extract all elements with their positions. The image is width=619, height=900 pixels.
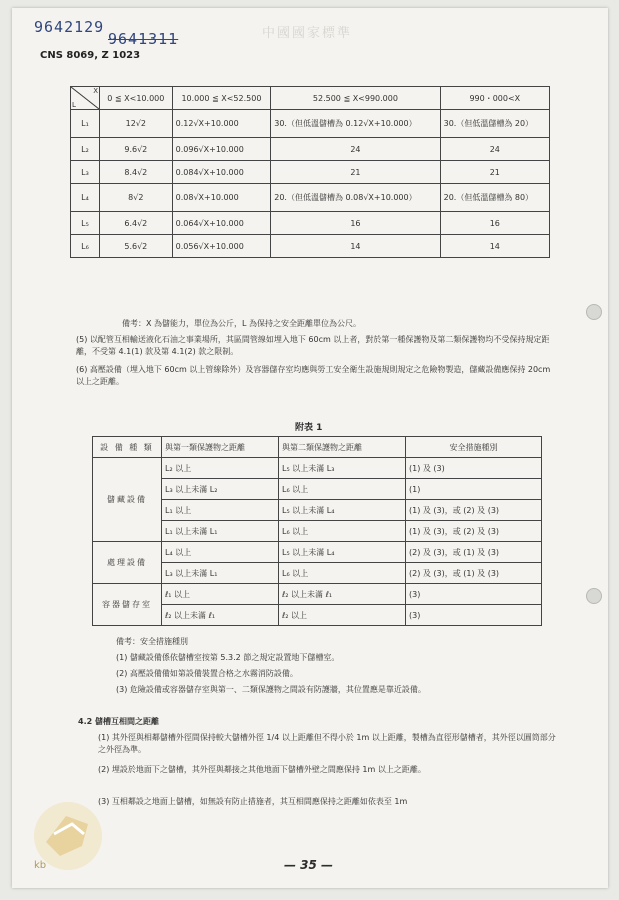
table-cell: 0.12√X+10.000	[172, 110, 271, 138]
svg-text:kb: kb	[34, 860, 47, 871]
corner-x-label: X	[93, 87, 98, 95]
table-cell: 30.（但低溫儲槽為 0.12√X+10.000）	[271, 110, 440, 138]
row-label: L₄	[71, 184, 100, 212]
table-row	[71, 138, 550, 161]
table-cell: ℓ₁ 以上	[162, 584, 279, 605]
standard-number: CNS 8069, Z 1023	[40, 50, 141, 61]
row-label: L₃	[71, 161, 100, 184]
stamp-struck-number: 9641311	[108, 30, 179, 48]
category-cell: 處理設備	[93, 542, 162, 584]
table-cell: L₁ 以上未滿 L₁	[162, 521, 279, 542]
table-cell: L₂ 以上	[162, 458, 279, 479]
table-cell: (1) 及 (3)，或 (2) 及 (3)	[406, 500, 542, 521]
measure-1: (1) 儲藏設備係依儲槽室按第 5.3.2 節之規定設置地下儲槽室。	[116, 653, 340, 662]
table-cell: (2) 及 (3)，或 (1) 及 (3)	[406, 542, 542, 563]
binder-hole	[586, 588, 602, 604]
annex-title: 附表 1	[295, 423, 323, 433]
measures-remark: 備考：安全措施種別	[116, 637, 188, 646]
table-cell: 0.084√X+10.000	[172, 161, 271, 184]
section-4-2-item-3: (3) 互相鄰設之地面上儲槽，如無設有防止措施者，其互相間應保持之距離如依表至 1m	[98, 797, 408, 806]
table-cell: (1) 及 (3)，或 (2) 及 (3)	[406, 521, 542, 542]
table-header-row	[93, 437, 542, 458]
table-cell: 0.08√X+10.000	[172, 184, 271, 212]
column-header: 與第二類保護物之距離	[279, 437, 406, 458]
table-cell: 30.（但低溫儲槽為 20）	[440, 110, 549, 138]
table-row	[71, 184, 550, 212]
paragraph-item-5: (5) 以配管互相輸送液化石油之事業場所，其區間管線如埋入地下 60cm 以上者，對於第一種保護物及第二類保護物均不受保持規定距離，不受第 4.1(1) 款及第 4.1(2) 款之限制。	[76, 335, 550, 356]
binder-hole	[586, 304, 602, 320]
table-cell: 0.064√X+10.000	[172, 212, 271, 235]
column-header: 52.500 ≦ X<990.000	[271, 87, 440, 110]
table-cell: (1)	[406, 479, 542, 500]
table-cell: 8√2	[100, 184, 173, 212]
table-cell: 14	[271, 235, 440, 258]
table-cell: ℓ₂ 以上未滿 ℓ₁	[279, 584, 406, 605]
column-header: 10.000 ≦ X<52.500	[172, 87, 271, 110]
safety-measures-table	[92, 436, 542, 626]
table-row	[71, 212, 550, 235]
paragraph-item-6: (6) 高壓設備（埋入地下 60cm 以上管線除外）及容器儲存室均應與勞工安全衛生設施規則規定之危險物製造，儲藏設備應保持 20cm 以上之距離。	[76, 365, 551, 386]
table-cell: L₅ 以上未滿 L₃	[279, 458, 406, 479]
column-header: 與第一類保護物之距離	[162, 437, 279, 458]
table-cell: ℓ₂ 以上未滿 ℓ₁	[162, 605, 279, 626]
table-cell: 20.（但低溫儲槽為 0.08√X+10.000）	[271, 184, 440, 212]
column-header: 990・000<X	[440, 87, 549, 110]
table-cell: L₃ 以上未滿 L₂	[162, 479, 279, 500]
table-cell: 0.096√X+10.000	[172, 138, 271, 161]
table-row	[93, 542, 542, 563]
column-header: 設 備 種 類	[93, 437, 162, 458]
table-cell: 16	[271, 212, 440, 235]
row-label: L₂	[71, 138, 100, 161]
table-cell: ℓ₂ 以上	[279, 605, 406, 626]
row-label: L₁	[71, 110, 100, 138]
column-header: 0 ≦ X<10.000	[100, 87, 173, 110]
table-row	[71, 235, 550, 258]
table-cell: L₄ 以上	[162, 542, 279, 563]
section-heading-4-2: 4.2 儲槽互相間之距離	[78, 717, 159, 726]
measure-2: (2) 高壓設備備如第設備裝置合格之水霧消防設備。	[116, 669, 298, 678]
table-cell: (2) 及 (3)，或 (1) 及 (3)	[406, 563, 542, 584]
category-cell: 儲藏設備	[93, 458, 162, 542]
table-row	[71, 161, 550, 184]
stamp-number: 9642129	[34, 18, 105, 36]
table-cell: (1) 及 (3)	[406, 458, 542, 479]
watermark-logo-icon	[26, 794, 116, 874]
table-row	[93, 584, 542, 605]
table-cell: 24	[271, 138, 440, 161]
section-4-2-item-1: (1) 其外徑與相鄰儲槽外徑間保持較大儲槽外徑 1/4 以上距離但不得小於 1m 以上距離，製槽為直徑形儲槽者，其外徑以圓筒部分之外徑為準。	[98, 733, 556, 754]
remark-text: 備考：X 為儲能力，單位為公斤，L 為保持之安全距離單位為公尺。	[122, 319, 362, 328]
page-number: — 35 —	[284, 858, 334, 872]
table-cell: 9.6√2	[100, 138, 173, 161]
row-label: L₅	[71, 212, 100, 235]
row-label: L₆	[71, 235, 100, 258]
category-cell: 容器儲存室	[93, 584, 162, 626]
table-cell: L₃ 以上未滿 L₁	[162, 563, 279, 584]
table-cell: 5.6√2	[100, 235, 173, 258]
table-cell: 16	[440, 212, 549, 235]
table-cell: 8.4√2	[100, 161, 173, 184]
table-cell: 0.056√X+10.000	[172, 235, 271, 258]
table-cell: L₆ 以上	[279, 479, 406, 500]
table-cell: L₆ 以上	[279, 521, 406, 542]
table-row	[93, 458, 542, 479]
table-cell: (3)	[406, 584, 542, 605]
table-cell: L₅ 以上未滿 L₄	[279, 500, 406, 521]
table-row	[71, 110, 550, 138]
table-cell: 24	[440, 138, 549, 161]
table-cell: 14	[440, 235, 549, 258]
corner-cell	[71, 87, 100, 110]
table-cell: 21	[440, 161, 549, 184]
document-page	[12, 8, 608, 888]
distance-table	[70, 86, 550, 258]
table-cell: 20.（但低溫儲槽為 80）	[440, 184, 549, 212]
table-cell: L₆ 以上	[279, 563, 406, 584]
ghost-header: 中國國家標準	[262, 26, 353, 41]
table-cell: 21	[271, 161, 440, 184]
table-cell: (3)	[406, 605, 542, 626]
table-cell: 12√2	[100, 110, 173, 138]
column-header: 安全措施種別	[406, 437, 542, 458]
table-cell: L₅ 以上未滿 L₄	[279, 542, 406, 563]
table-cell: 6.4√2	[100, 212, 173, 235]
corner-l-label: L	[72, 101, 76, 109]
section-4-2-item-2: (2) 埋設於地面下之儲槽，其外徑與鄰接之其他地面下儲槽外壁之間應保持 1m 以上之距離。	[98, 765, 426, 774]
table-cell: L₁ 以上	[162, 500, 279, 521]
measure-3: (3) 危險設備或容器儲存室與第一、二類保護物之間設有防護牆，其位置應是靠近設備。	[116, 685, 426, 694]
